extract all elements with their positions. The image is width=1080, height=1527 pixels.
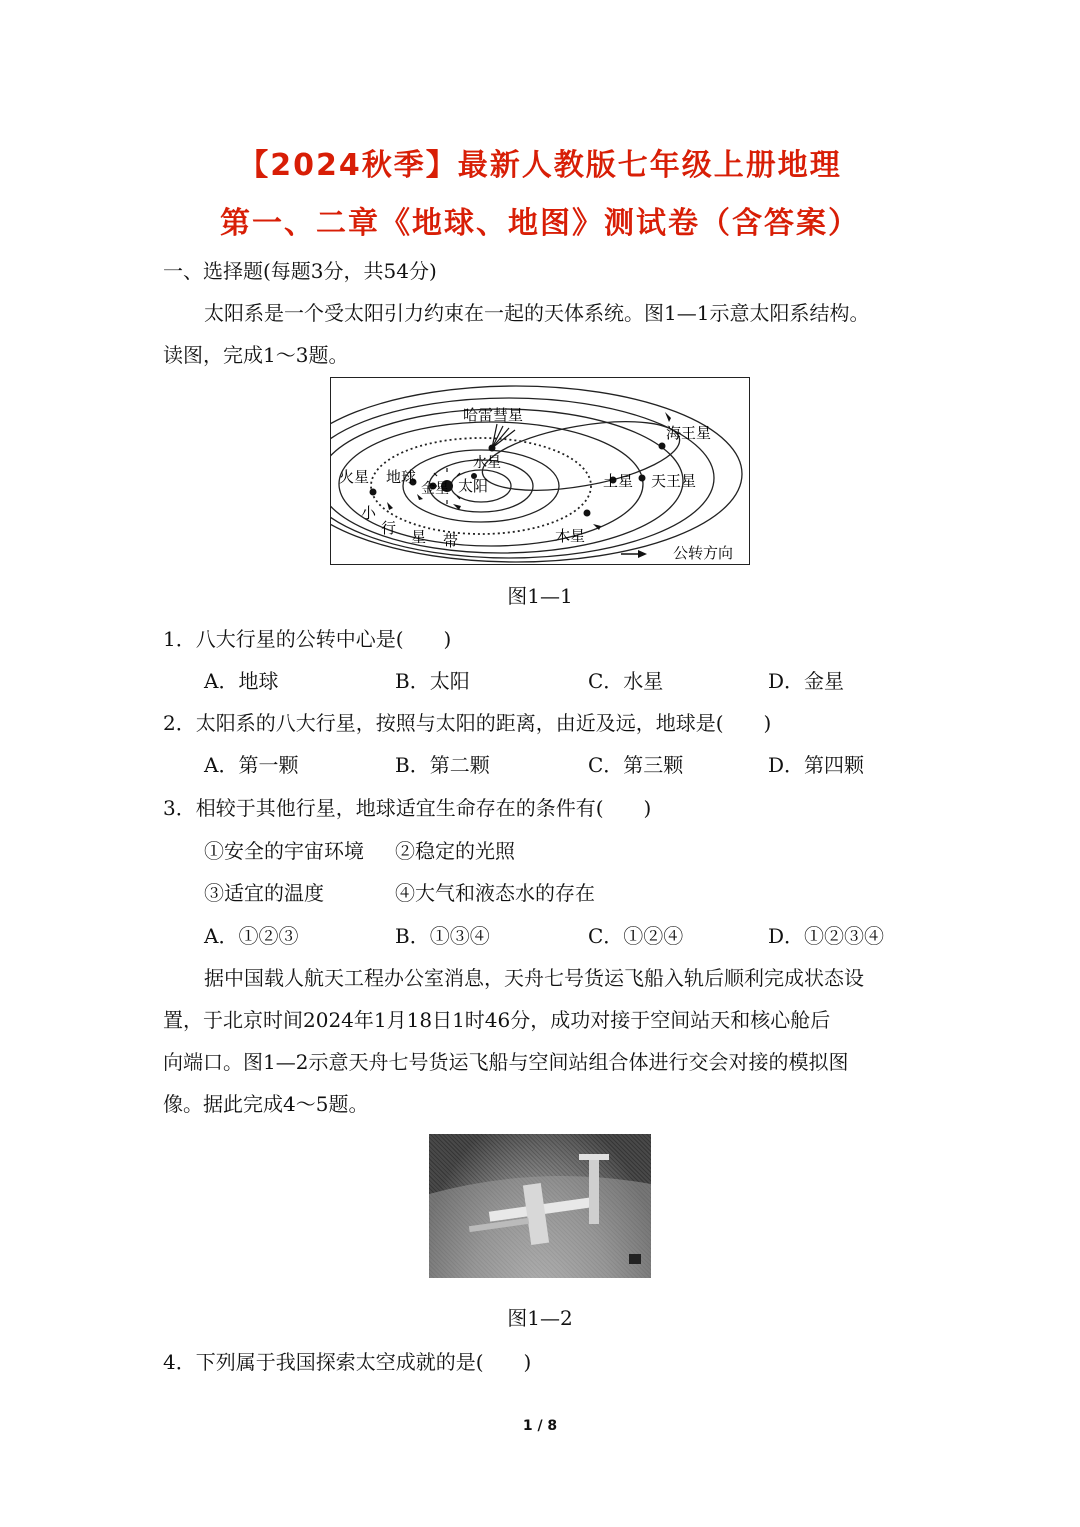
label-neptune: 海王星	[666, 424, 712, 442]
label-asteroid-2: 行	[381, 519, 397, 537]
q3-option-a: A．①②③	[204, 924, 299, 948]
q3-option-b: B．①③④	[395, 924, 490, 948]
label-legend: 公转方向	[673, 544, 734, 562]
q1-option-b: B．太阳	[395, 669, 470, 693]
intro2-line-3: 向端口。图1—2示意天舟七号货运飞船与空间站组合体进行交会对接的模拟图	[163, 1050, 849, 1074]
label-jupiter: 木星	[555, 527, 586, 545]
title-line-1: 【2024秋季】最新人教版七年级上册地理	[238, 148, 842, 183]
label-asteroid-1: 小	[361, 504, 377, 522]
section-heading: 一、选择题(每题3分，共54分)	[163, 259, 437, 283]
solar-system-diagram	[331, 378, 749, 564]
intro2-line-4: 像。据此完成4～5题。	[163, 1092, 369, 1116]
label-uranus: 天王星	[651, 472, 697, 490]
label-venus: 金星	[421, 481, 449, 497]
q3-stem: 3．相较于其他行星，地球适宜生命存在的条件有( )	[163, 796, 652, 820]
figure1-caption: 图1—1	[507, 584, 573, 608]
label-asteroid-4: 带	[443, 532, 459, 550]
q3-item-1: ①安全的宇宙环境	[204, 839, 364, 863]
q1-option-d: D．金星	[768, 669, 845, 693]
q3-item-4: ④大气和液态水的存在	[395, 881, 595, 905]
solar-system-figure	[330, 377, 750, 565]
q1-option-a: A．地球	[204, 669, 279, 693]
intro2-line-1: 据中国载人航天工程办公室消息，天舟七号货运飞船入轨后顺利完成状态设	[204, 966, 864, 990]
space-station-photo	[429, 1134, 651, 1278]
label-halley: 哈雷彗星	[463, 406, 524, 424]
label-sun: 太阳	[458, 477, 489, 495]
q2-option-d: D．第四颗	[768, 753, 865, 777]
q1-stem: 1．八大行星的公转中心是( )	[163, 627, 452, 651]
intro1-line-2: 读图，完成1～3题。	[163, 343, 349, 367]
space-station-illustration	[429, 1134, 651, 1278]
q2-option-c: C．第三颗	[588, 753, 684, 777]
figure2-caption: 图1—2	[507, 1306, 573, 1330]
label-earth: 地球	[386, 468, 417, 486]
q3-option-d: D．①②③④	[768, 924, 885, 948]
q2-stem: 2．太阳系的八大行星，按照与太阳的距离，由近及远，地球是( )	[163, 711, 772, 735]
q3-option-c: C．①②④	[588, 924, 684, 948]
title-line-2: 第一、二章《地球、地图》测试卷（含答案）	[220, 206, 860, 241]
intro1-line-1: 太阳系是一个受太阳引力约束在一起的天体系统。图1—1示意太阳系结构。	[204, 301, 870, 325]
label-mercury: 水星	[473, 455, 501, 471]
q3-item-3: ③适宜的温度	[204, 881, 324, 905]
label-saturn: 土星	[603, 472, 634, 490]
q1-option-c: C．水星	[588, 669, 664, 693]
q2-option-a: A．第一颗	[204, 753, 299, 777]
q3-item-2: ②稳定的光照	[395, 839, 515, 863]
page-number: 1 / 8	[522, 1418, 558, 1434]
q4-stem: 4．下列属于我国探索太空成就的是( )	[163, 1350, 532, 1374]
q2-option-b: B．第二颗	[395, 753, 490, 777]
label-asteroid-3: 星	[411, 528, 427, 546]
label-mars: 火星	[339, 468, 370, 486]
intro2-line-2: 置，于北京时间2024年1月18日1时46分，成功对接于空间站天和核心舱后	[163, 1008, 831, 1032]
